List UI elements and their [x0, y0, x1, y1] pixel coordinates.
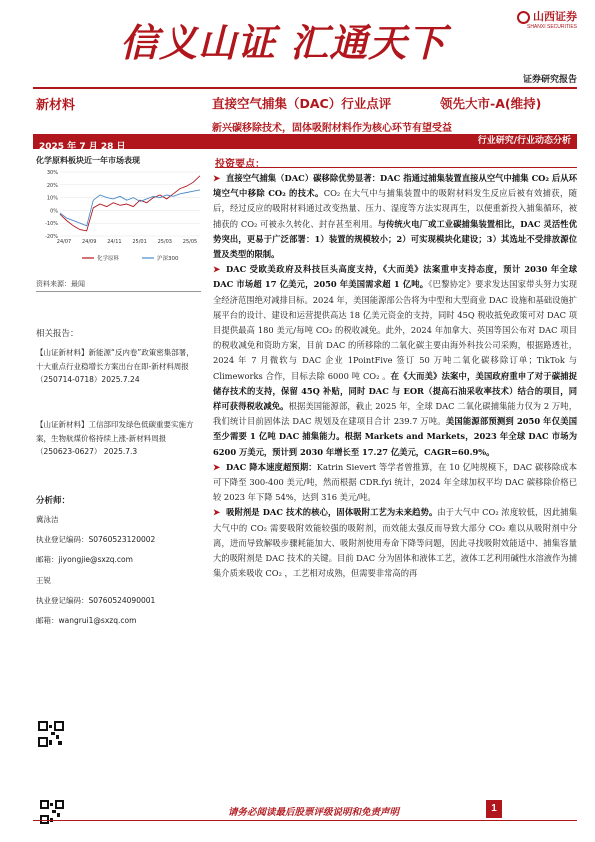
paragraph-lead: 吸附剂是 DAC 技术的核心，固体吸附工艺为未来趋势。 [225, 507, 438, 518]
banner-slogan: 信义山证 汇通天下 [120, 20, 447, 65]
y-tick-label: 30% [46, 170, 58, 176]
paragraph [213, 171, 577, 262]
report-headline: 直接空气捕集（DAC）行业点评 [212, 96, 392, 111]
footer-divider [33, 820, 577, 821]
report-date: 2025 年 7 月 28 日 [39, 142, 126, 152]
chart-source: 资料来源：最闻 [36, 280, 85, 288]
bullet-arrow-icon: ➤ [213, 461, 220, 472]
chart-title: 化学原料板块近一年市场表现 [36, 156, 140, 165]
market-performance-chart [36, 168, 204, 264]
paragraph-body: CO₂ 在大气中与捕集装置中的吸附材料发生反应后被有效捕获，随后，经过反应的吸附材料通过改变热量、压力、湿度等方法实现再生，以便重新投入捕集循环，被捕获的 CO₂ 可被永久转化、封存甚至利用。 [213, 188, 577, 229]
analyst-name: 王锐 [36, 576, 51, 585]
analyst-cert: 执业登记编码：S0760524090001 [36, 596, 156, 605]
analyst-cert: 执业登记编码：S0760523120002 [36, 535, 156, 544]
report-type: 证券研究报告 [522, 74, 577, 84]
series-line-0 [60, 176, 200, 231]
paragraph-body: 根据美国能源部，截止 2025 年，全球 DAC 二氧化碳捕集能力仅为 2 万吨，我们统计目前固体法 DAC 规划及在建项目合计 239.7 万吨。 [213, 401, 577, 427]
legend-label: 化学原料 [97, 256, 120, 262]
bullet-arrow-icon: ➤ [213, 507, 220, 518]
category-bar [212, 134, 577, 149]
legend-label: 沪深300 [157, 256, 179, 262]
x-tick-label: 24/11 [107, 239, 122, 245]
investment-highlights [213, 171, 577, 581]
report-subtitle: 新兴碳移除技术，固体吸附材料作为核心环节有望受益 [212, 123, 452, 134]
logo-subtext: SHANXI SECURITIES [526, 24, 577, 30]
y-tick-label: -10% [45, 221, 58, 228]
paragraph [213, 262, 577, 460]
x-tick-label: 25/01 [132, 239, 147, 245]
y-tick-label: 20% [46, 182, 58, 189]
x-tick-label: 24/09 [81, 239, 97, 245]
paragraph-lead: DAC 降本速度超预期： [225, 461, 317, 472]
paragraph [213, 460, 577, 506]
paragraph-body: 《巴黎协定》要求发达国家带头努力实现全经济范围绝对减排目标。2024 年，美国能源部公告将为中型和大型商业 DAC 设施和基础设施扩展平台的设计、建设和运营提供高达 18 亿美元资金的支持，同时 45Q 税收抵免政策可对 DAC 项目提供最高 180 美元/每吨 CO₂ 的税收减免。此外，2024 年加拿大、英国等国公布对 DAC 项目的税收减免和资助方案，目前 DAC 的所移除的二氧化碳主要由海外科技公司采购，根据路透社，2024 年 7 月微软与 DAC 企业 1PointFive 签订 50 万吨二氧化碳移除订单；TikTok 与 Climeworks 合作，目标去除 6000 吨 CO₂ 。 [213, 279, 577, 381]
paragraph [213, 505, 577, 581]
company-logo [517, 8, 577, 30]
x-tick-label: 24/07 [56, 239, 72, 245]
y-tick-label: 10% [46, 195, 58, 202]
related-report-link[interactable]: 【山证新材料】工信部印发绿色低碳重要实施方案，生物航煤价格持续上涨-新材料周报（250623-0627） 2025.7.3 [36, 420, 194, 456]
bullet-arrow-icon: ➤ [213, 173, 220, 183]
paragraph-body: Katrin Sievert 等学者曾推算，在 10 亿吨规模下，DAC 碳移除成本可下降至 300-400 美元/吨，然而根据 CDR.fyi 统计，2024 年全球加权平均 DAC 碳移除价格已较 2023 年下降 54%，达到 316 美元/吨。 [213, 461, 577, 503]
rating-label: 领先大市-A(维持) [440, 96, 542, 111]
section-divider [215, 167, 577, 168]
logo-text: 山西证券 [533, 11, 577, 23]
related-reports-heading: 相关报告： [36, 329, 79, 339]
industry-label: 新材料 [36, 98, 76, 113]
paragraph-lead: DAC 受欧美政府及科技巨头高度支持，《大而美》法案重申支持态度，预计 2030 年全球 DAC 市场超 17 亿美元，2050 年美国需求超 1 亿吨。 [213, 264, 577, 290]
bullet-arrow-icon: ➤ [213, 264, 220, 275]
page-number: 1 [486, 800, 502, 818]
analyst-heading: 分析师： [36, 496, 71, 506]
logo-icon [517, 11, 530, 24]
sidebar-divider [36, 291, 201, 292]
related-report-link[interactable]: 【山证新材料】新能源“反内卷”政策密集部署，十大重点行业稳增长方案出台在即-新材料周报（250714-0718）2025.7.24 [36, 348, 194, 384]
x-tick-label: 25/03 [157, 239, 173, 245]
disclaimer-notice: 请务必阅读最后股票评级说明和免责声明 [228, 807, 400, 818]
section-title: 投资要点： [215, 159, 265, 170]
paragraph-lead: 直接空气捕集（DAC）碳移除优势显著：DAC 指通过捕集装置直接从空气中捕集 CO₂ 后从环境空气中移除 CO₂ 的技术。 [213, 173, 577, 199]
header-divider [33, 87, 577, 89]
paragraph-emphasis: 美国能源部预测到 2050 年仅美国至少需要 1 亿吨 DAC 捕集能力。根据 Markets and Markets，2023 年全球 DAC 市场为 6200 万美元，预计到 2030 年增长至 17.27 亿美元，CAGR=60.9%。 [213, 416, 578, 457]
y-tick-label: 0% [50, 208, 58, 215]
y-tick-label: -20% [45, 234, 58, 240]
date-bar [33, 134, 216, 152]
paragraph-emphasis: 与传统火电厂或工业碳捕集装置相比，DAC 灵活性优势突出，更易于广泛部署：1）装置的规模较小；2）可实现模块化建设；3）其选址不受排放源位置及类型的限制。 [213, 218, 577, 260]
report-category: 行业研究/行业动态分析 [477, 136, 571, 146]
analyst-email[interactable]: 邮箱：wangrui1@sxzq.com [36, 616, 137, 625]
analyst-email[interactable]: 邮箱：jiyongjie@sxzq.com [36, 555, 133, 564]
series-line-1 [60, 190, 200, 226]
x-tick-label: 25/05 [182, 239, 198, 245]
qr-code-icon [38, 721, 64, 747]
paragraph-emphasis: 在《大而美》法案中，美国政府重申了对于碳捕捉储存技术的支持，保留 45Q 补贴，同时 DAC 与 EOR（提高石油采收率技术）结合的项目，同样可获得税收减免。 [213, 370, 577, 412]
analyst-name: 冀泳洁 [36, 515, 59, 524]
paragraph-body: 由于大气中 CO₂ 浓度较低，因此捕集大气中的 CO₂ 需要吸附效能较强的吸附剂，而效能太强反而导致大部分 CO₂ 难以从吸附剂中分离，进而导致解吸步骤耗能加大、吸附剂使用寿命下降等问题，因此寻找吸附效能适中、捕集容量大的吸附剂是 DAC 技术的关键。目前 DAC 分为固体和液体工艺，液体工艺利用碱性水溶液作为捕集介质来吸收 CO₂ ，工艺相对成熟，但需要非常高的再 [213, 507, 578, 579]
